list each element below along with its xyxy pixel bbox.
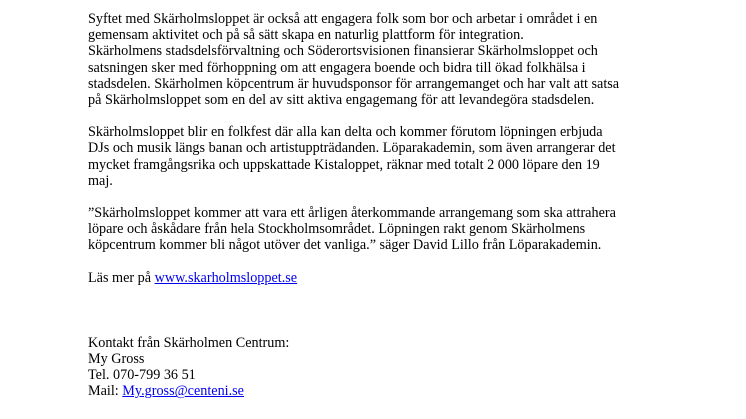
contact-block: [88, 335, 668, 400]
paragraph-purpose: [88, 11, 668, 108]
text-line: stadsdelen. Skärholmen köpcentrum är huvudsponsor för arrangemanget och har valt att satsa: [88, 75, 620, 92]
website-link[interactable]: www.skarholmsloppet.se: [154, 269, 298, 286]
text-line: gemensam aktivitet och på så sätt skapa en naturlig plattform för integration.: [88, 27, 524, 44]
text-line: på Skärholmsloppet som en del av sitt aktiva engagemang för att levandegöra stadsdelen.: [88, 92, 595, 109]
contact-name: My Gross: [88, 351, 145, 368]
contact-heading: Kontakt från Skärholmen Centrum:: [88, 334, 290, 351]
text-line: maj.: [88, 172, 113, 189]
text-line: satsningen sker med förhoppning om att engagera boende och bidra till ökad folkhälsa i: [88, 59, 586, 76]
contact-mail-prefix: Mail:: [88, 383, 123, 400]
text-line: ”Skärholmsloppet kommer att vara ett årligen återkommande arrangemang som ska attrahera: [88, 205, 616, 222]
contact-phone: Tel. 070-799 36 51: [88, 367, 196, 384]
contact-mail-line: [88, 383, 668, 399]
text-line: DJs och musik längs banan och artistuppträdanden. Löparakademin, som även arrangerar det: [88, 140, 616, 157]
document-page: [88, 11, 668, 400]
email-link[interactable]: My.gross@centeni.se: [122, 383, 244, 400]
text-line: Skärholmens stadsdelsförvaltning och Söderortsvisionen finansierar Skärholmsloppet och: [88, 43, 598, 60]
paragraph-festival: [88, 124, 668, 189]
text-line: löpare och åskådare från hela Stockholmsområdet. Löpningen rakt genom Skärholmens: [88, 221, 586, 238]
text-line: köpcentrum kommer bli något utöver det vanliga.” säger David Lillo från Löparakademin.: [88, 237, 602, 254]
text-line: mycket framgångsrika och uppskattade Kistaloppet, räknar med totalt 2 000 löpare den 19: [88, 156, 600, 173]
paragraph-read-more: [88, 270, 668, 286]
read-more-prefix: Läs mer på: [88, 269, 155, 286]
text-line: Syftet med Skärholmsloppet är också att engagera folk som bor och arbetar i området i en: [88, 11, 598, 27]
text-line: Skärholmsloppet blir en folkfest där alla kan delta och kommer förutom löpningen erbjuda: [88, 124, 603, 141]
paragraph-quote: [88, 205, 668, 254]
